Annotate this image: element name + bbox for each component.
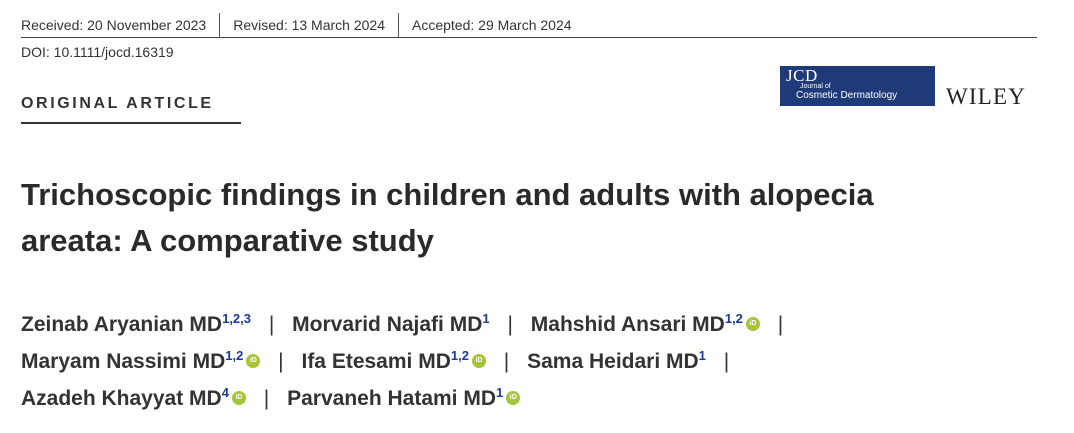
title-line: areata: A comparative study: [21, 223, 434, 258]
article-title: [21, 172, 1021, 264]
affiliation-marker: 1,2: [724, 311, 743, 326]
author-name: Zeinab Aryanian MD: [21, 313, 223, 336]
article-type-underline: [21, 122, 241, 124]
affiliation-marker: 1,2,3: [222, 311, 252, 326]
author-line: [21, 380, 1051, 417]
author-separator: |: [278, 350, 284, 373]
affiliation-marker: 1,2: [225, 348, 244, 363]
author[interactable]: [21, 387, 229, 410]
author[interactable]: [21, 350, 243, 373]
revised-date: Revised: 13 March 2024: [233, 17, 385, 33]
doi-link[interactable]: DOI: 10.1111/jocd.16319: [21, 44, 174, 60]
affiliation-marker: 1: [496, 385, 504, 400]
accepted-date: Accepted: 29 March 2024: [412, 17, 572, 33]
affiliation-marker: 1,2: [450, 348, 469, 363]
author-separator: |: [263, 387, 270, 410]
article-type: ORIGINAL ARTICLE: [21, 95, 214, 112]
journal-name: Cosmetic Dermatology: [796, 90, 898, 101]
author-name: Sama Heidari MD: [527, 350, 699, 373]
author-name: Morvarid Najafi MD: [292, 313, 483, 336]
author[interactable]: [531, 313, 743, 336]
orcid-icon[interactable]: iD: [746, 317, 760, 331]
author[interactable]: [527, 350, 706, 373]
author[interactable]: [21, 313, 251, 336]
author-name: Ifa Etesami MD: [301, 350, 451, 373]
author-separator: |: [777, 313, 784, 336]
author-line: [21, 306, 1051, 343]
received-date: Received: 20 November 2023: [21, 17, 207, 33]
author[interactable]: [301, 350, 468, 373]
orcid-icon[interactable]: iD: [246, 354, 260, 368]
journal-logo[interactable]: [780, 66, 935, 106]
author[interactable]: [292, 313, 489, 336]
affiliation-marker: 1: [482, 311, 490, 326]
orcid-icon[interactable]: iD: [232, 391, 246, 405]
publisher-logo[interactable]: WILEY: [946, 84, 1027, 109]
author-separator: |: [507, 313, 513, 336]
author[interactable]: [287, 387, 503, 410]
author-name: Parvaneh Hatami MD: [287, 387, 497, 410]
affiliation-marker: 1: [698, 348, 706, 363]
title-line: Trichoscopic findings in children and adults with alopecia: [21, 177, 874, 212]
author-name: Azadeh Khayyat MD: [21, 387, 222, 410]
author-list: [21, 306, 1051, 417]
author-separator: |: [268, 313, 275, 336]
author-line: [21, 343, 1051, 380]
orcid-icon[interactable]: iD: [506, 391, 520, 405]
affiliation-marker: 4: [221, 385, 229, 400]
author-name: Mahshid Ansari MD: [530, 313, 725, 336]
author-separator: |: [503, 350, 510, 373]
author-name: Maryam Nassimi MD: [21, 350, 226, 373]
orcid-icon[interactable]: iD: [472, 354, 486, 368]
journal-small-text: Journal of: [800, 83, 831, 90]
journal-abbr: JCD: [786, 66, 818, 85]
author-separator: |: [723, 350, 730, 373]
dates-row: [21, 13, 585, 37]
header-rule: [21, 37, 1037, 38]
